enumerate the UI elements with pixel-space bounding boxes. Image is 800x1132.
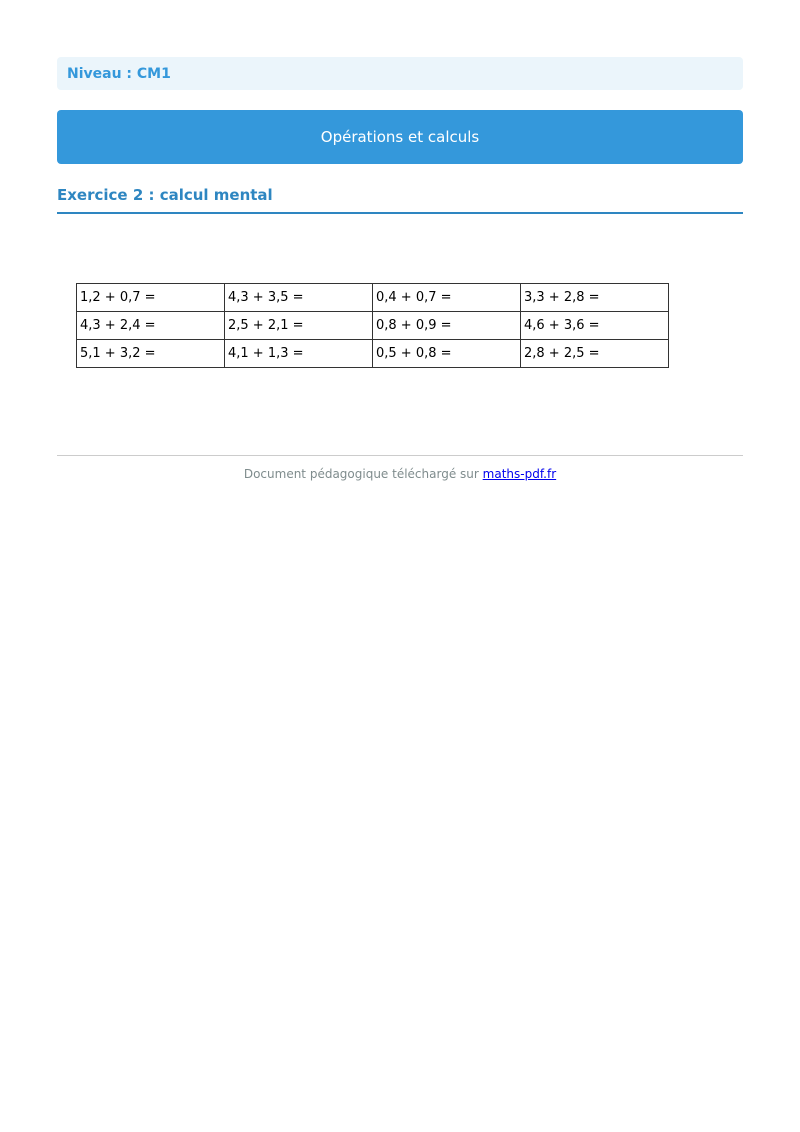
calculation-cell: 4,3 + 2,4 =	[77, 312, 225, 340]
calculation-cell: 2,8 + 2,5 =	[521, 340, 669, 368]
calculation-cell: 3,3 + 2,8 =	[521, 284, 669, 312]
footer-link[interactable]: maths-pdf.fr	[482, 467, 557, 481]
level-label: Niveau : CM1	[67, 65, 171, 82]
title-banner	[57, 110, 743, 164]
level-box	[57, 57, 743, 90]
calculation-cell: 4,1 + 1,3 =	[225, 340, 373, 368]
exercise-title: Exercice 2 : calcul mental	[57, 184, 743, 214]
footer-text: Document pédagogique téléchargé sur	[243, 467, 479, 481]
calculation-cell: 0,5 + 0,8 =	[373, 340, 521, 368]
calculation-cell: 2,5 + 2,1 =	[225, 312, 373, 340]
table-row	[77, 312, 669, 340]
calculation-cell: 5,1 + 3,2 =	[77, 340, 225, 368]
table-row	[77, 340, 669, 368]
calculation-cell: 4,3 + 3,5 =	[225, 284, 373, 312]
footer-divider	[57, 455, 743, 456]
calculation-table	[76, 283, 669, 368]
calculation-cell: 0,8 + 0,9 =	[373, 312, 521, 340]
table-row	[77, 284, 669, 312]
footer	[57, 467, 743, 481]
calculation-cell: 0,4 + 0,7 =	[373, 284, 521, 312]
calculation-cell: 4,6 + 3,6 =	[521, 312, 669, 340]
page-title: Opérations et calculs	[320, 128, 480, 146]
calculation-cell: 1,2 + 0,7 =	[77, 284, 225, 312]
